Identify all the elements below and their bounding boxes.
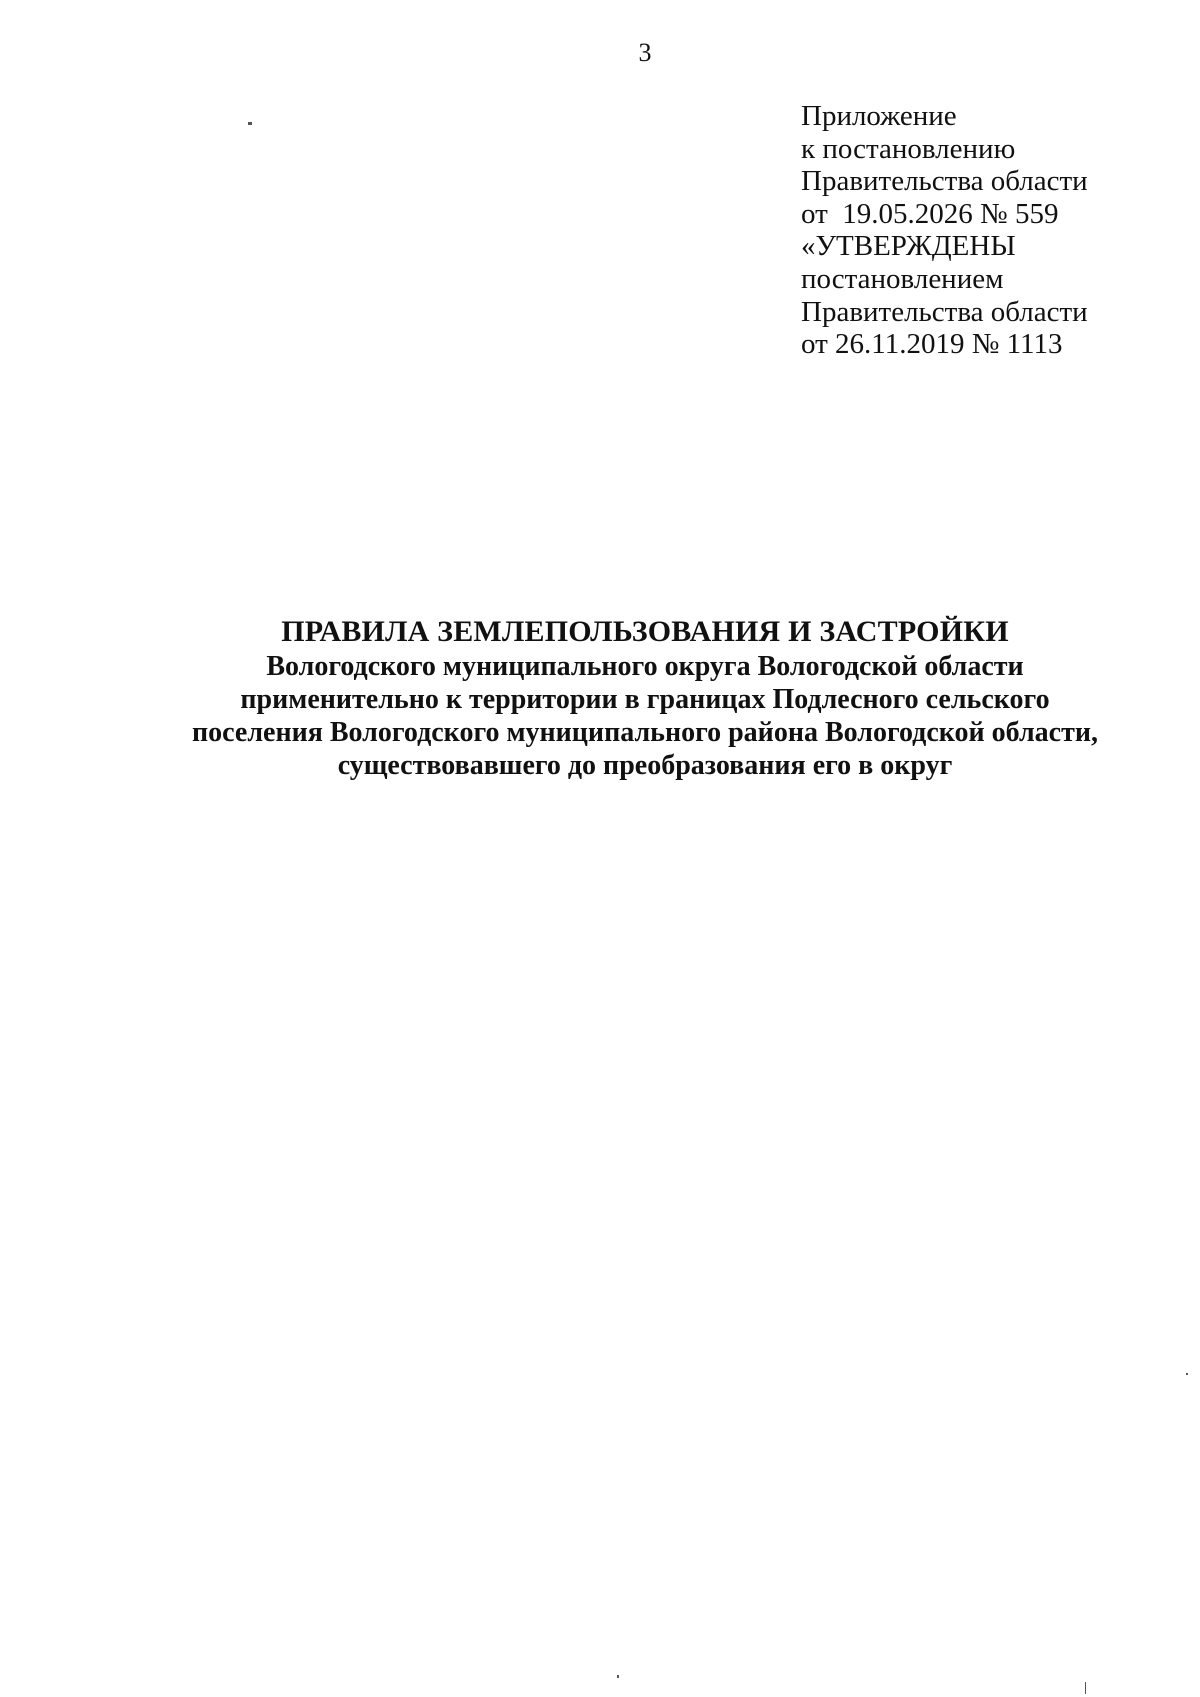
approval-line-government: Правительства области <box>801 165 1088 198</box>
approval-line-date-number: от 19.05.2026 № 559 <box>801 197 1059 230</box>
approval-line-approved: «УТВЕРЖДЕНЫ <box>801 230 1016 263</box>
scan-speck <box>1186 1373 1188 1375</box>
document-subtitle-line-1: Вологодского муниципального округа Вологодской области <box>266 651 1024 682</box>
approval-line-to-resolution: к постановлению <box>801 132 1016 165</box>
document-heading <box>0 614 1200 782</box>
approval-line-by-resolution: постановлением <box>801 262 1004 295</box>
approval-line-appendix: Приложение <box>801 100 957 132</box>
document-subtitle-line-2: применительно к территории в границах Подлесного сельского <box>240 684 1050 715</box>
document-title: ПРАВИЛА ЗЕМЛЕПОЛЬЗОВАНИЯ И ЗАСТРОЙКИ <box>281 615 1009 648</box>
approval-line-government-2: Правительства области <box>801 295 1088 328</box>
page-number: 3 <box>638 38 652 67</box>
scan-speck <box>1085 1682 1086 1694</box>
approval-line-original-date-number: от 26.11.2019 № 1113 <box>801 328 1063 361</box>
scan-speck <box>617 1675 619 1678</box>
scan-speck <box>248 122 252 125</box>
document-subtitle-line-3: поселения Вологодского муниципального района Вологодской области, <box>191 717 1098 748</box>
approval-block <box>801 100 1088 361</box>
document-subtitle-line-4: существовавшего до преобразования его в округ <box>337 750 953 781</box>
